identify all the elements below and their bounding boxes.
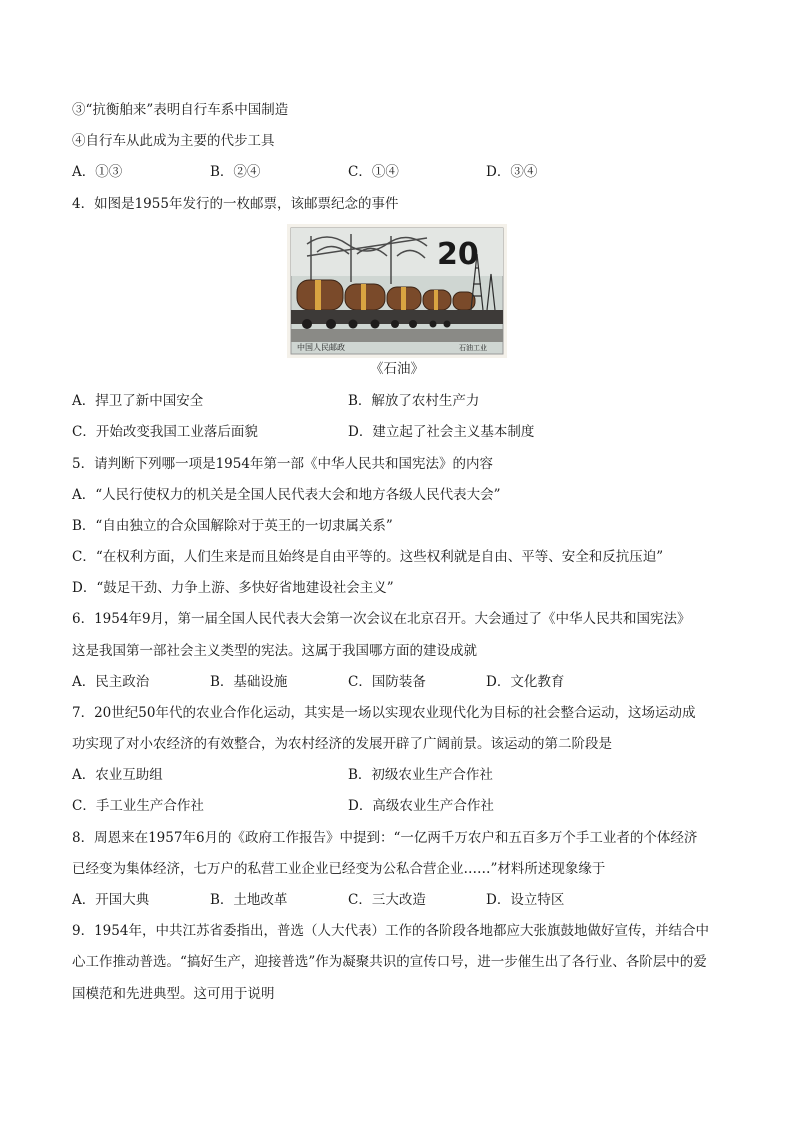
q6-option-c[interactable]: C．国防装备: [348, 674, 426, 690]
q6-option-d[interactable]: D．文化教育: [486, 674, 565, 690]
q5-option-b[interactable]: B．“自由独立的合众国解除对于英王的一切隶属关系”: [72, 518, 393, 534]
stamp-denomination: 20: [437, 237, 479, 272]
q3-option-d[interactable]: D．③④: [486, 164, 538, 180]
q3-option-a[interactable]: A．①③: [72, 164, 123, 180]
stamp-caption: 《石油》: [370, 361, 424, 377]
q3-option-c[interactable]: C．①④: [348, 164, 399, 180]
q4-option-a[interactable]: A．捍卫了新中国安全: [72, 393, 204, 409]
q8-option-d[interactable]: D．设立特区: [486, 892, 565, 908]
q8-option-a[interactable]: A．开国大典: [72, 892, 150, 908]
q8-option-b[interactable]: B．土地改革: [210, 892, 288, 908]
q6-option-a[interactable]: A．民主政治: [72, 674, 150, 690]
q7-stem-line-1: 7．20世纪50年代的农业合作化运动，其实是一场以实现农业现代化为目标的社会整合运动，这场运动成: [72, 705, 696, 721]
q5-option-a[interactable]: A．“人民行使权力的机关是全国人民代表大会和地方各级人民代表大会”: [72, 487, 501, 503]
q3-statement-4: ④自行车从此成为主要的代步工具: [72, 133, 275, 149]
q6-stem-line-1: 6．1954年9月，第一届全国人民代表大会第一次会议在北京召开。大会通过了《中华人民共和国宪法》: [72, 611, 691, 627]
q6-stem-line-2: 这是我国第一部社会主义类型的宪法。这属于我国哪方面的建设成就: [72, 643, 477, 659]
q7-option-b[interactable]: B．初级农业生产合作社: [348, 767, 493, 783]
q6-option-b[interactable]: B．基础设施: [210, 674, 288, 690]
q4-option-b[interactable]: B．解放了农村生产力: [348, 393, 480, 409]
q7-option-c[interactable]: C．手工业生产合作社: [72, 798, 204, 814]
oil-stamp-image: [287, 224, 507, 358]
q9-stem-line-1: 9．1954年，中共江苏省委指出，普选（人大代表）工作的各阶段各地都应大张旗鼓地做好宣传，并结合中: [72, 923, 709, 939]
q5-stem: 5．请判断下列哪一项是1954年第一部《中华人民共和国宪法》的内容: [72, 456, 493, 472]
q7-option-a[interactable]: A．农业互助组: [72, 767, 163, 783]
q9-stem-line-3: 国模范和先进典型。这可用于说明: [72, 986, 275, 1002]
q7-stem-line-2: 功实现了对小农经济的有效整合，为农村经济的发展开辟了广阔前景。该运动的第二阶段是: [72, 736, 612, 752]
q7-option-d[interactable]: D．高级农业生产合作社: [348, 798, 494, 814]
q5-option-c[interactable]: C．“在权利方面，人们生来是而且始终是自由平等的。这些权利就是自由、平等、安全和反抗压迫”: [72, 549, 664, 565]
q3-option-b[interactable]: B．②④: [210, 164, 261, 180]
q9-stem-line-2: 心工作推动普选。“搞好生产，迎接普选”作为凝聚共识的宣传口号，进一步催生出了各行业、各阶层中的爱: [72, 954, 707, 970]
stamp-right-text: 石油工业: [459, 344, 487, 352]
q3-statement-3: ③“抗衡舶来”表明自行车系中国制造: [72, 102, 289, 118]
q4-option-c[interactable]: C．开始改变我国工业落后面貌: [72, 424, 258, 440]
q4-stem: 4．如图是1955年发行的一枚邮票，该邮票纪念的事件: [72, 196, 399, 212]
q8-stem-line-1: 8．周恩来在1957年6月的《政府工作报告》中提到：“一亿两千万农户和五百多万个手工业者的个体经济: [72, 830, 698, 846]
q5-option-d[interactable]: D．“鼓足干劲、力争上游、多快好省地建设社会主义”: [72, 580, 394, 596]
stamp-country-text: 中国人民邮政: [297, 343, 345, 352]
q4-option-d[interactable]: D．建立起了社会主义基本制度: [348, 424, 535, 440]
q8-option-c[interactable]: C．三大改造: [348, 892, 426, 908]
q8-stem-line-2: 已经变为集体经济，七万户的私营工业企业已经变为公私合营企业……”材料所述现象缘于: [72, 861, 606, 877]
